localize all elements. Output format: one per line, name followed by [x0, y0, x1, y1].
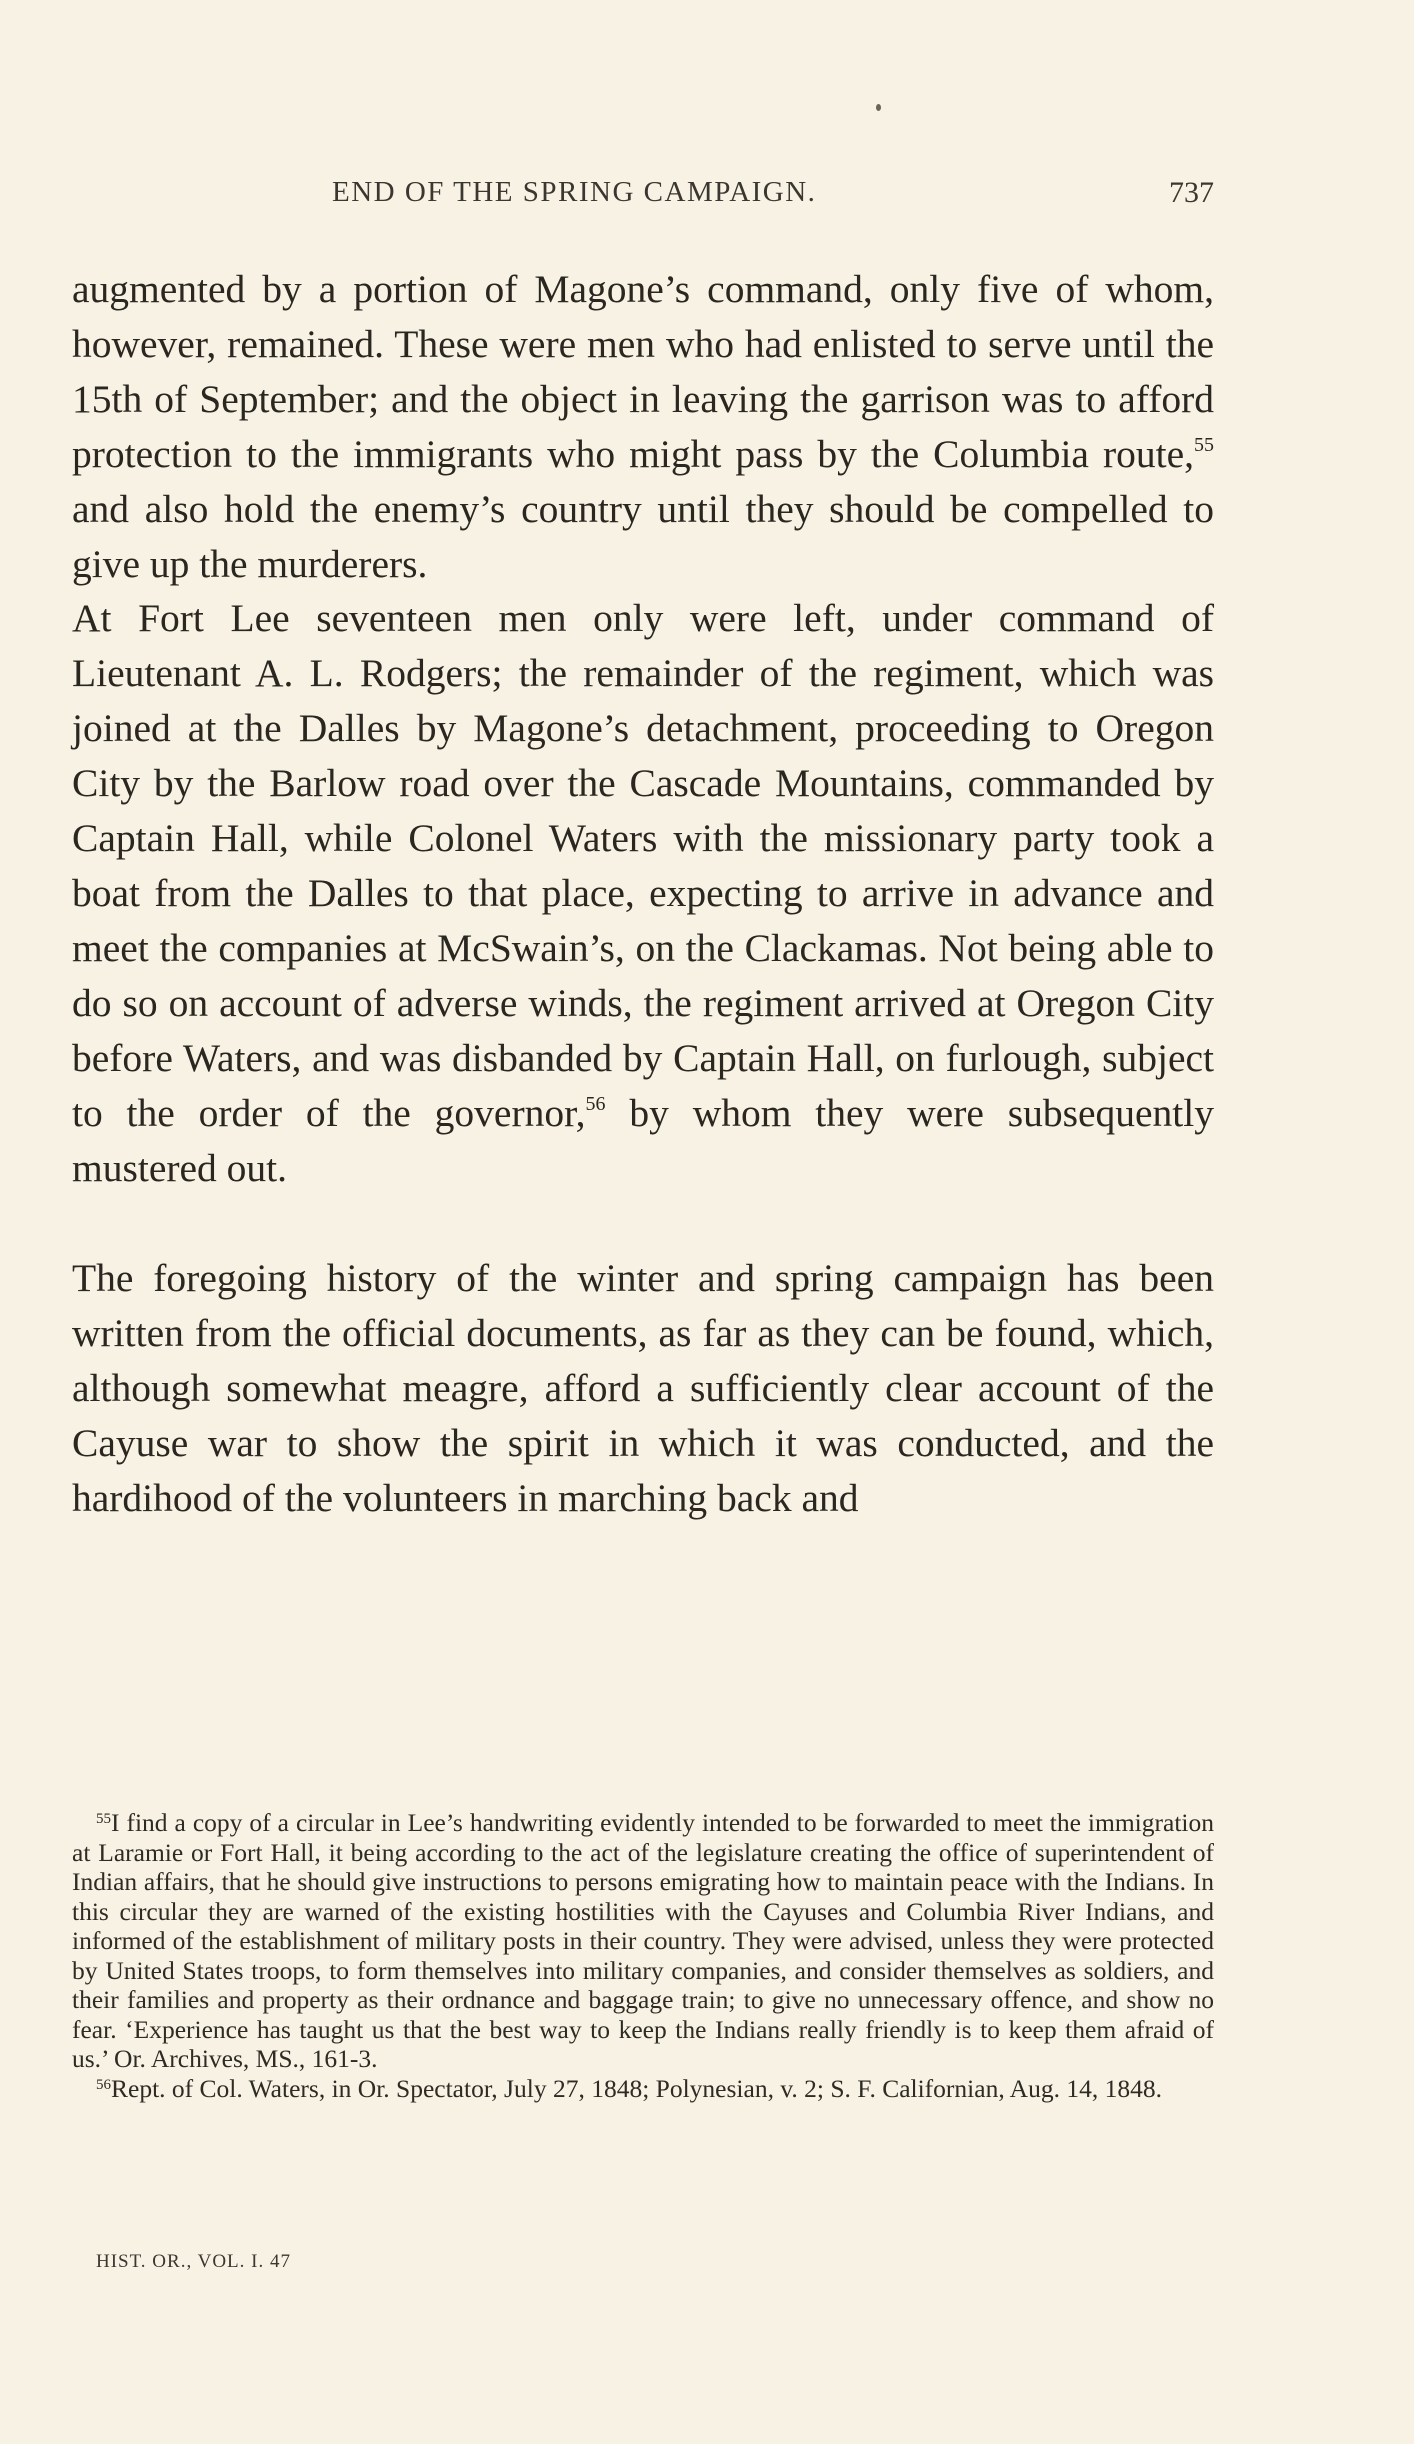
running-head	[72, 176, 1214, 216]
footnote-55-text: I find a copy of a circular in Lee’s handwriting evidently intended to be forwarded to meet the immigration at Laramie or Fort Hall, it being according to the act of the legislature creating the office of superintendent of Indian affairs, that he should give instructions to persons emigrating how to maintain peace with the Indians. In this circular they are warned of the existing hostilities with the Cayuses and Columbia River Indians, and informed of the establishment of military posts in their country. They were advised, unless they were protected by United States troops, to form themselves into military companies, and consider themselves as soldiers, and their families and property as their ordnance and baggage train; to give no unnecessary offence, and show no fear. ‘Experience has taught us that the best way to keep the Indians really friendly is to keep them afraid of us.’ Or. Archives, MS., 161-3.	[72, 1808, 1214, 2073]
footnote-55-mark: 55	[96, 1811, 111, 1827]
signature-mark: HIST. OR., VOL. I. 47	[96, 2251, 291, 2272]
footnote-56	[72, 2074, 1214, 2104]
page-number: 737	[1169, 176, 1214, 209]
running-title: END OF THE SPRING CAMPAIGN.	[332, 176, 817, 208]
paragraph-2	[72, 591, 1214, 1195]
footnote-56-text: Rept. of Col. Waters, in Or. Spectator, July 27, 1848; Polynesian, v. 2; S. F. Californian, Aug. 14, 1848.	[111, 2073, 1162, 2103]
paragraph-3: The foregoing history of the winter and spring campaign has been written from the official documents, as far as they can be found, which, although somewhat meagre, afford a sufficiently clear account of the Cayuse war to show the spirit in which it was conducted, and the hardihood of the volunteers in marching back and	[72, 1256, 1214, 1521]
paragraph-1-text: augmented by a portion of Magone’s command, only five of whom, however, remained. These were men who had enlisted to serve until the 15th of September; and the object in leaving the garrison was to afford protection to the immigrants who might pass by the Columbia route,	[72, 267, 1214, 476]
paragraph-2-rest: by whom they were subsequently mustered out.	[72, 1090, 1214, 1190]
body-text	[72, 262, 1214, 1526]
footnote-56-mark: 56	[96, 2076, 111, 2093]
paragraph-1	[72, 262, 1214, 591]
footnote-ref-56: 56	[585, 1092, 606, 1115]
ink-speck	[876, 104, 881, 111]
paragraph-1-rest: and also hold the enemy’s country until they should be compelled to give up the murderers.	[72, 486, 1214, 586]
footnote-ref-55: 55	[1194, 433, 1214, 456]
footnote-55	[72, 1808, 1214, 2074]
paragraph-2-text: At Fort Lee seventeen men only were left, under command of Lieutenant A. L. Rodgers; the remainder of the regiment, which was joined at the Dalles by Magone’s detachment, proceeding to Oregon City by the Barlow road over the Cascade Mountains, commanded by Captain Hall, while Colonel Waters with the missionary party took a boat from the Dalles to that place, expecting to arrive in advance and meet the companies at McSwain’s, on the Clackamas. Not being able to do so on account of adverse winds, the regiment arrived at Oregon City before Waters, and was disbanded by Captain Hall, on furlough, subject to the order of the governor,	[72, 596, 1214, 1135]
footnotes	[72, 1808, 1214, 2103]
